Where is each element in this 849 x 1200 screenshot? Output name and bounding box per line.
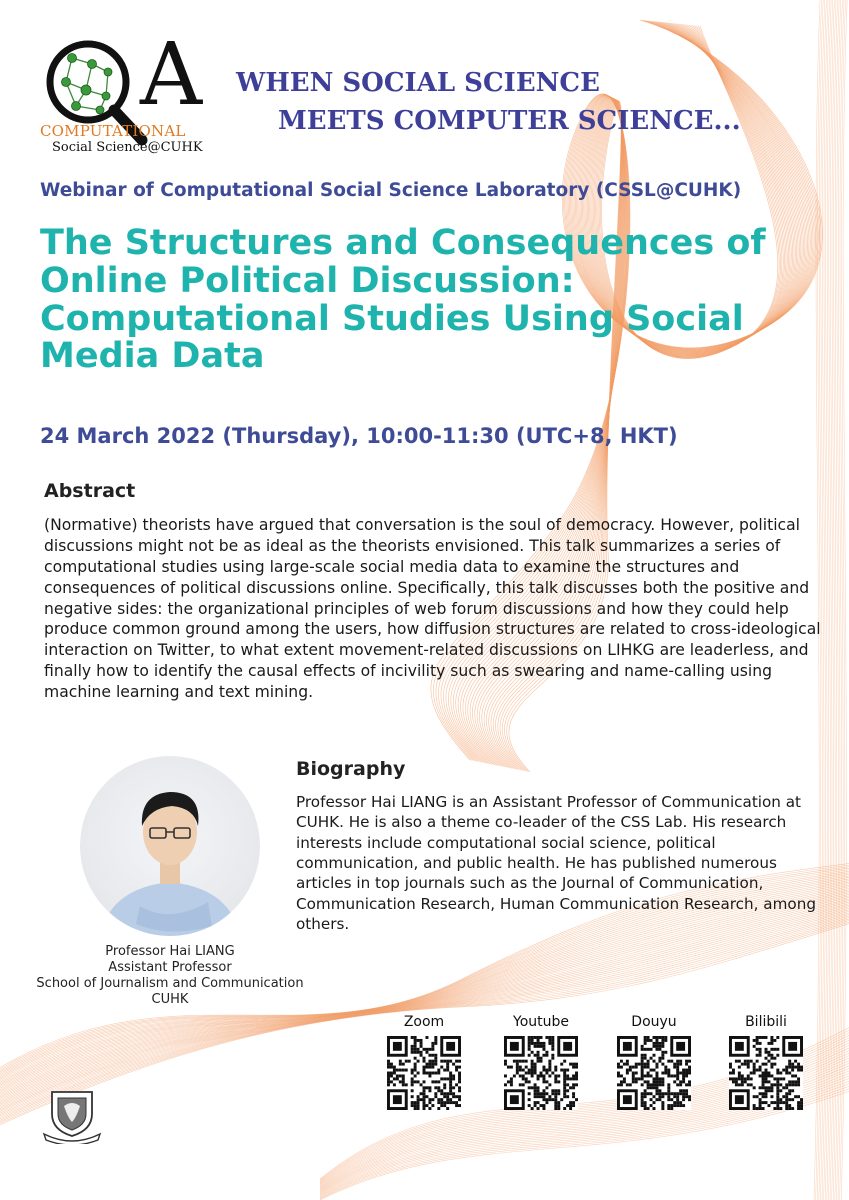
tagline-line-1: WHEN SOCIAL SCIENCE <box>236 68 600 98</box>
qr-bilibili[interactable] <box>726 1014 806 1110</box>
logo-social-science: Social Science@CUHK <box>52 140 203 155</box>
abstract-heading: Abstract <box>44 480 136 502</box>
qr-label-douyu: Douyu <box>631 1014 677 1030</box>
speaker-photo <box>80 756 260 936</box>
qr-code-icon[interactable] <box>387 1036 461 1110</box>
cssl-logo <box>36 25 206 160</box>
qr-code-icon[interactable] <box>504 1036 578 1110</box>
speaker-caption <box>10 944 330 1008</box>
speaker-name: Professor Hai LIANG <box>105 944 235 959</box>
logo-letter-a: A <box>140 25 203 125</box>
tagline-line-2: MEETS COMPUTER SCIENCE... <box>278 106 741 136</box>
logo-computational: COMPUTATIONAL <box>40 122 186 140</box>
webinar-label: Webinar of Computational Social Science Laboratory (CSSL@CUHK) <box>40 180 742 201</box>
qr-youtube[interactable] <box>501 1014 581 1110</box>
biography-heading: Biography <box>296 758 406 780</box>
qr-label-bilibili: Bilibili <box>745 1014 787 1030</box>
abstract-text: (Normative) theorists have argued that conversation is the soul of democracy. However, political discussions might not be as ideal as the theorists envisioned. This talk summarizes a series of computational studies using large-scale social media data to examine the structures and consequences of political discussions online. Specifically, this talk discusses both the positive and negative sides: the organizational principles of web forum discussions and how they could help produce common ground among the users, how diffusion structures are related to cross-ideological interaction on Twitter, to what extent movement-related discussions on LIHKG are leaderless, and finally how to identify the causal effects of incivility such as swearing and name-calling using machine learning and text mining. <box>44 516 821 702</box>
speaker-school: School of Journalism and Communication <box>36 975 304 991</box>
speaker-university: CUHK <box>151 991 189 1007</box>
qr-label-zoom: Zoom <box>403 1014 445 1030</box>
talk-title: The Structures and Consequences of Online Political Discussion: Computational Studies Using Social Media Data <box>40 223 766 377</box>
qr-douyu[interactable] <box>614 1014 694 1110</box>
qr-zoom[interactable] <box>384 1014 464 1110</box>
event-datetime: 24 March 2022 (Thursday), 10:00-11:30 (UTC+8, HKT) <box>40 424 678 448</box>
speaker-position: Assistant Professor <box>108 959 232 975</box>
cuhk-crest-icon <box>40 1088 104 1144</box>
qr-label-youtube: Youtube <box>513 1014 569 1030</box>
qr-code-icon[interactable] <box>617 1036 691 1110</box>
biography-text: Professor Hai LIANG is an Assistant Professor of Communication at CUHK. He is also a theme co-leader of the CSS Lab. His research interests include computational social science, political communication, and public health. He has published numerous articles in top journals such as the Journal of Communication, Communication Research, Human Communication Research, among others. <box>296 793 816 934</box>
qr-code-icon[interactable] <box>729 1036 803 1110</box>
